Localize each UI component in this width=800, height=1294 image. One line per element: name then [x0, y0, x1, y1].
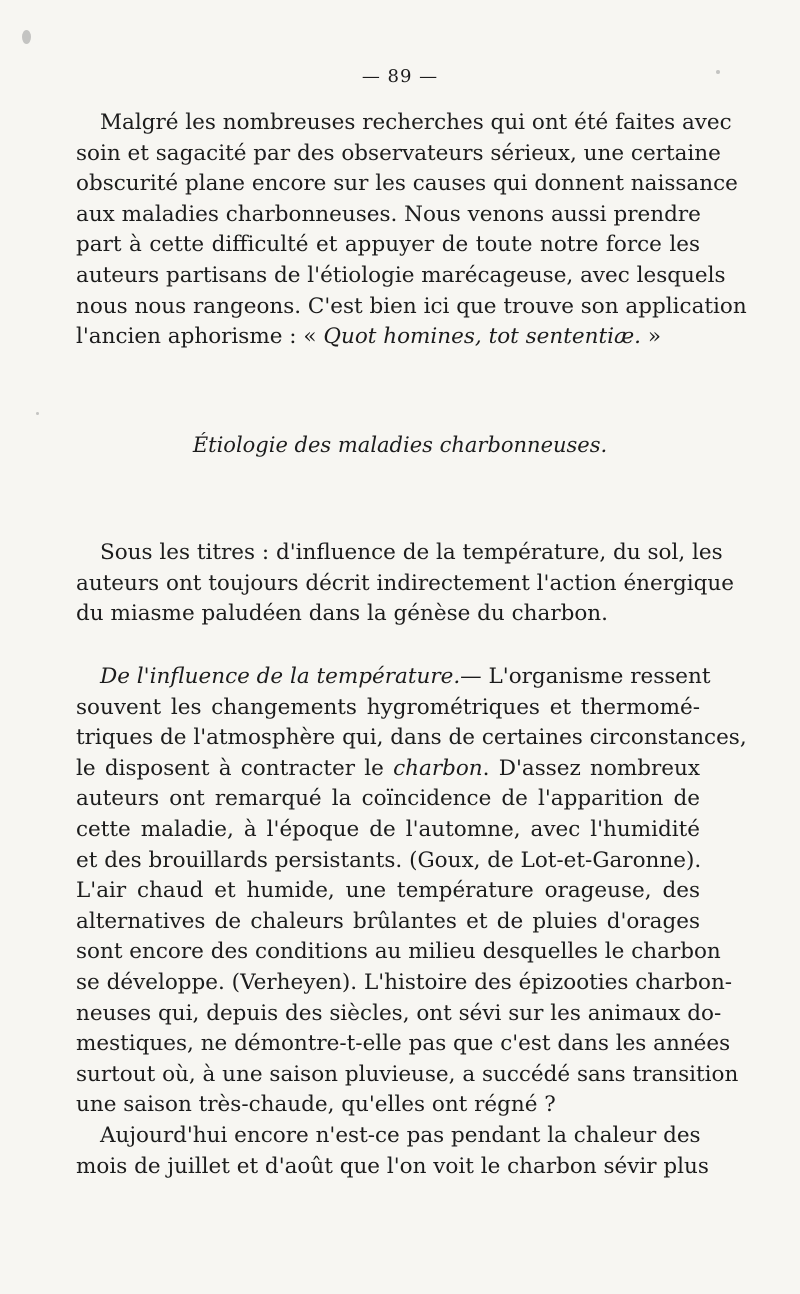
text-line: triques de l'atmosphère qui, dans de certaines circonstances, — [76, 725, 747, 751]
text-line: Sous les titres : d'influence de la température, du sol, les — [100, 540, 723, 565]
text-line: part à cette difficulté et appuyer de toute notre force les — [76, 232, 700, 258]
text-segment: » — [641, 324, 662, 350]
text-line — [76, 754, 700, 785]
text-line: une saison très-chaude, qu'elles ont régné ? — [76, 1092, 556, 1118]
text-line: soin et sagacité par des observateurs sérieux, une certaine — [76, 140, 721, 166]
text-line: sont encore des conditions au milieu desquelles le charbon — [76, 939, 721, 965]
subsection-title: De l'influence de la température. — [100, 664, 461, 689]
text-line: nous nous rangeons. C'est bien ici que trouve son application — [76, 293, 747, 319]
text-line: Aujourd'hui encore n'est-ce pas pendant la chaleur des — [100, 1123, 701, 1148]
paragraph-3 — [76, 662, 747, 1121]
text-line: mois de juillet et d'août que l'on voit le charbon sévir plus — [76, 1153, 709, 1179]
paragraph-2 — [76, 538, 735, 630]
text-line: souvent les changements hygrométriques et thermomé- — [76, 694, 700, 720]
text-line: Malgré les nombreuses recherches qui ont été faites avec — [100, 110, 732, 135]
text-line: surtout où, à une saison pluvieuse, a succédé sans transition — [76, 1061, 739, 1087]
text-line: auteurs ont remarqué la coïncidence de l'apparition de — [76, 786, 700, 812]
text-line: neuses qui, depuis des siècles, ont sévi sur les animaux do- — [76, 1000, 722, 1026]
text-segment: — L'organisme ressent — [460, 664, 711, 689]
paragraph-1 — [76, 108, 747, 353]
text-line: aux maladies charbonneuses. Nous venons aussi prendre — [76, 201, 701, 227]
text-line: auteurs partisans de l'étiologie marécageuse, avec lesquels — [76, 262, 726, 288]
text-line — [76, 322, 700, 353]
latin-quote: Quot homines, tot sententiæ. — [323, 324, 642, 350]
text-segment: l'ancien aphorisme : « — [76, 324, 324, 350]
text-line: obscurité plane encore sur les causes qui donnent naissance — [76, 171, 738, 197]
section-heading: Étiologie des maladies charbonneuses. — [192, 433, 608, 457]
italic-word: charbon — [393, 755, 483, 781]
text-line — [76, 662, 711, 693]
text-line: mestiques, ne démontre-t-elle pas que c'est dans les années — [76, 1031, 731, 1057]
text-line: du miasme paludéen dans la génèse du charbon. — [76, 601, 608, 627]
text-line: alternatives de chaleurs brûlantes et de pluies d'orages — [76, 908, 700, 934]
text-line: se développe. (Verheyen). L'histoire des épizooties charbon- — [76, 969, 733, 995]
text-line: cette maladie, à l'époque de l'automne, avec l'humidité — [76, 816, 700, 842]
text-segment: . D'assez nombreux — [482, 755, 700, 781]
text-line: et des brouillards persistants. (Goux, de Lot-et-Garonne). — [76, 847, 702, 873]
scan-speck — [22, 30, 31, 44]
page-number: — 89 — — [361, 66, 439, 87]
text-segment: le disposent à contracter le — [76, 755, 394, 781]
text-line: L'air chaud et humide, une température orageuse, des — [76, 878, 700, 904]
text-line: auteurs ont toujours décrit indirectement l'action énergique — [76, 570, 735, 596]
paragraph-4 — [76, 1121, 709, 1182]
scan-speck — [36, 412, 39, 415]
